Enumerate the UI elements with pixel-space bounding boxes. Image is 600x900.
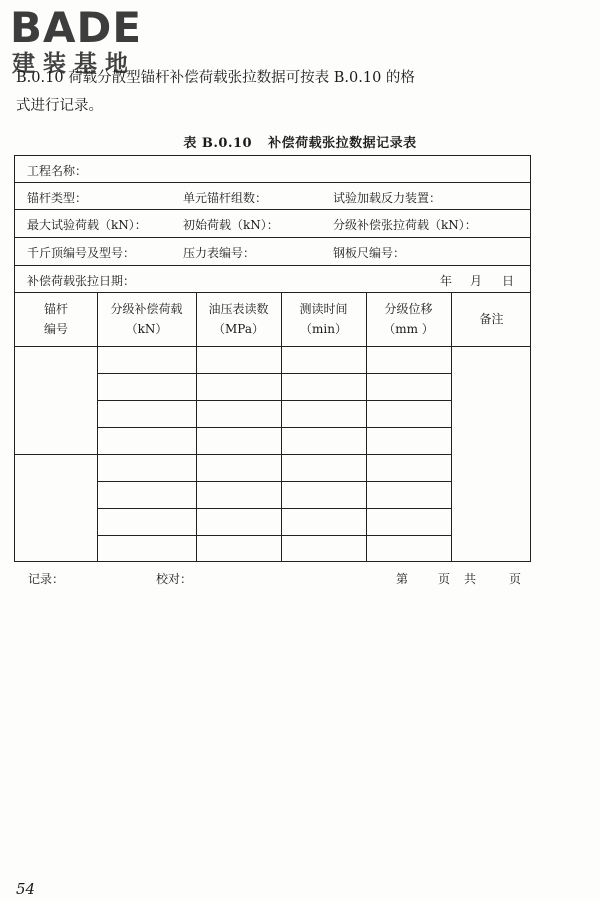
column-header-remarks: 备注 [479,312,504,326]
label-page-di: 第 [396,572,409,586]
grid-row-line [15,346,530,347]
intro-paragraph [16,64,536,120]
grid-row-line [97,508,451,509]
label-initial-load: 初始荷载（kN）： [183,218,279,232]
column-header-graded-load: 分级补偿荷载 （kN） [110,302,183,336]
label-gauge-no: 压力表编号： [183,246,256,260]
table-title: 补偿荷载张拉数据记录表 [268,136,417,151]
label-max-load: 最大试验荷载（kN）： [27,218,147,232]
label-year: 年 [440,274,453,288]
grid-divider [451,293,452,561]
row-equipment [15,238,530,266]
row-loads [15,210,530,238]
row-project [15,156,530,183]
label-graded-load: 分级补偿张拉荷载（kN）： [333,218,477,232]
label-day: 日 [502,274,515,288]
label-jack-no: 千斤顶编号及型号： [27,246,136,260]
label-ruler-no: 钢板尺编号： [333,246,406,260]
column-header-displacement: 分级位移 （mm ） [383,302,434,336]
label-project: 工程名称： [27,164,88,178]
label-checker: 校对： [156,572,193,586]
brand-logo-subtitle: 建装基地 [12,51,136,77]
row-date [15,266,530,293]
intro-line-1: B.0.10 荷载分散型锚杆补偿荷载张拉数据可按表 B.0.10 的格 [16,70,415,86]
grid-row-line [97,400,451,401]
label-reaction-device: 试验加载反力装置： [333,191,442,205]
grid-group-line [15,454,451,455]
label-date: 补偿荷载张拉日期： [27,274,136,288]
brand-logo-text: BADE [10,3,143,52]
row-anchor-info [15,183,530,210]
label-month: 月 [470,274,483,288]
grid-row-line [97,427,451,428]
label-page-ye: 页 [438,572,451,586]
page-number: 54 [16,880,36,898]
column-header-gauge-reading: 油压表读数 （MPa） [208,302,269,336]
label-recorder: 记录： [28,572,65,586]
label-anchor-type: 锚杆类型： [27,191,88,205]
column-header-anchor-no: 锚杆 编号 [43,302,68,336]
data-grid [15,293,530,561]
record-form-table [14,155,531,562]
label-total-gong: 共 [464,572,477,586]
label-total-ye: 页 [509,572,522,586]
table-number: 表 B.0.10 [183,136,253,151]
grid-row-line [97,535,451,536]
label-unit-groups: 单元锚杆组数： [183,191,268,205]
grid-row-line [97,373,451,374]
table-caption [0,132,600,151]
column-header-read-time: 测读时间 （min） [299,302,348,336]
grid-row-line [97,481,451,482]
intro-line-2: 式进行记录。 [16,98,103,114]
